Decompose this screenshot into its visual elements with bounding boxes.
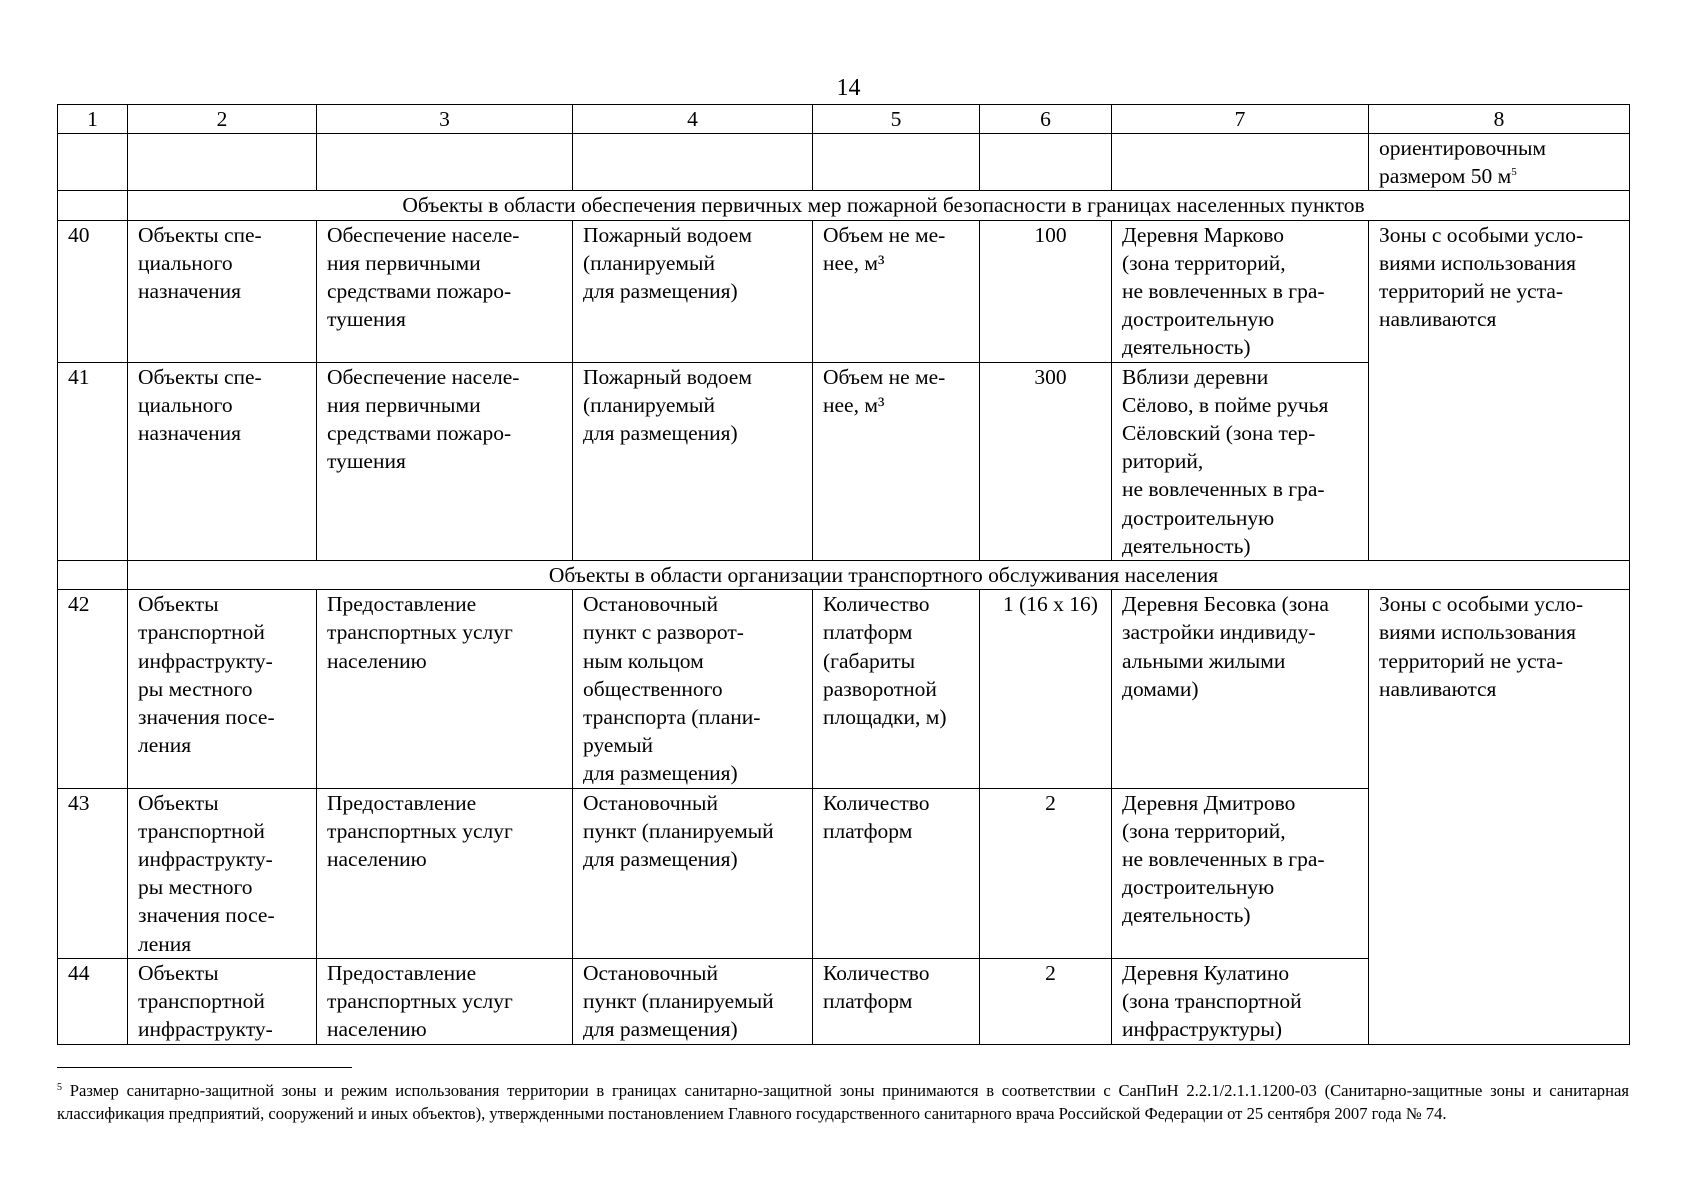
- cell-line: Остановочный: [583, 790, 718, 815]
- cell-line: руемый: [583, 733, 654, 758]
- cell-line: Деревня Дмитрово: [1122, 790, 1296, 815]
- table-row: [58, 220, 1630, 362]
- cell-col5: [813, 220, 980, 362]
- continuation-row: [58, 134, 1630, 191]
- cell-line: средствами пожаро-: [327, 279, 512, 304]
- cell-line: Предоставление: [327, 960, 477, 985]
- table-row: [58, 590, 1630, 788]
- cell-col6: 300: [980, 362, 1112, 560]
- cell-col2: [128, 362, 317, 560]
- cell-line: транспорта (плани-: [583, 705, 761, 730]
- header-cell: 2: [128, 105, 317, 134]
- cell-line: Деревня Марково: [1122, 222, 1284, 247]
- cell-line: населению: [327, 847, 427, 872]
- footnote-divider: [57, 1067, 352, 1068]
- cell-line: площадки, м): [823, 705, 947, 730]
- cell-line: деятельность): [1122, 903, 1251, 928]
- cell-col3: [317, 788, 573, 958]
- header-row: [58, 105, 1630, 134]
- cell-col4: [573, 788, 813, 958]
- cell-line: достроительную: [1122, 505, 1275, 530]
- cell-line: Обеспечение населе-: [327, 222, 520, 247]
- cell-line: не вовлеченных в гра-: [1122, 279, 1325, 304]
- cell-line: Обеспечение населе-: [327, 364, 520, 389]
- cell-line: пункт с разворот-: [583, 620, 744, 645]
- cell-line: нее, м³: [823, 250, 885, 275]
- cell-line: транспортных услуг: [327, 818, 513, 843]
- cell-line: домами): [1122, 676, 1199, 701]
- cell-col8: [1369, 220, 1630, 560]
- row-number: 43: [58, 788, 128, 958]
- cell-line: Предоставление: [327, 790, 477, 815]
- cell-line: транспортной: [138, 620, 265, 645]
- cell-line: (зона территорий,: [1122, 818, 1286, 843]
- cell-line: Количество: [823, 790, 930, 815]
- cell-line: платформ: [823, 989, 913, 1014]
- cell-line: ры местного: [138, 875, 253, 900]
- cell-col6: 100: [980, 220, 1112, 362]
- cell-line: Пожарный водоем: [583, 222, 752, 247]
- cell-line: Зоны с особыми усло-: [1379, 592, 1584, 617]
- cell-col5: [813, 362, 980, 560]
- cell-line: для размещения): [583, 761, 738, 786]
- row-number: 40: [58, 220, 128, 362]
- cell-line: застройки индивиду-: [1122, 620, 1316, 645]
- header-cell: 7: [1112, 105, 1369, 134]
- cell-line: ры местного: [138, 676, 253, 701]
- header-cell: 1: [58, 105, 128, 134]
- cell-col3: [317, 958, 573, 1044]
- cell-line: Остановочный: [583, 592, 718, 617]
- page-number: 14: [836, 75, 861, 101]
- cell-line: разворотной: [823, 676, 937, 701]
- cell-line: Объем не ме-: [823, 364, 946, 389]
- cell-col2: [128, 788, 317, 958]
- cell-col3: [317, 362, 573, 560]
- cell-col7: [1112, 362, 1369, 560]
- cell-line: деятельность): [1122, 533, 1251, 558]
- cell-line: навливаются: [1379, 307, 1497, 332]
- cell-line: населению: [327, 1017, 427, 1042]
- cell-line: для размещения): [583, 421, 738, 446]
- cell-line: не вовлеченных в гра-: [1122, 847, 1325, 872]
- continuation-cell: ориентировочным размером 50 $м^5$: [1369, 134, 1630, 191]
- cell-line: (планируемый: [583, 250, 715, 275]
- row-number: 44: [58, 958, 128, 1044]
- cell-line: пункт (планируемый: [583, 989, 774, 1014]
- cell-line: Сёлово, в пойме ручья: [1122, 392, 1329, 417]
- cell-line: циального: [138, 392, 233, 417]
- header-cell: 8: [1369, 105, 1630, 134]
- cell-col6: 2: [980, 788, 1112, 958]
- cell-line: транспортной: [138, 818, 265, 843]
- cell-line: (планируемый: [583, 392, 715, 417]
- cell-line: назначения: [138, 421, 241, 446]
- cell-line: Предоставление: [327, 592, 477, 617]
- cell-line: Объекты: [138, 790, 219, 815]
- cell-line: для размещения): [583, 279, 738, 304]
- cell-col4: [573, 590, 813, 788]
- cell-line: Объекты спе-: [138, 222, 262, 247]
- cell-col7: [1112, 220, 1369, 362]
- cell-col3: [317, 590, 573, 788]
- cell-col6: 1 (16 х 16): [980, 590, 1112, 788]
- cell-col3: [317, 220, 573, 362]
- cell-line: инфраструкту-: [138, 648, 273, 673]
- header-cell: 6: [980, 105, 1112, 134]
- cell-line: ным кольцом: [583, 648, 704, 673]
- cell-line: Объем не ме-: [823, 222, 946, 247]
- cell-line: навливаются: [1379, 676, 1497, 701]
- cell-col2: [128, 220, 317, 362]
- cell-line: тушения: [327, 449, 406, 474]
- cell-line: альными жилыми: [1122, 648, 1286, 673]
- cell-line: платформ: [823, 620, 913, 645]
- cell-line: (зона территорий,: [1122, 250, 1286, 275]
- cell-line: не вовлеченных в гра-: [1122, 477, 1325, 502]
- cell-line: тушения: [327, 307, 406, 332]
- row-number: 41: [58, 362, 128, 560]
- cell-line: ления: [138, 733, 192, 758]
- cell-col5: [813, 590, 980, 788]
- cell-line: Остановочный: [583, 960, 718, 985]
- cell-line: средствами пожаро-: [327, 421, 512, 446]
- header-cell: 4: [573, 105, 813, 134]
- cell-line: Количество: [823, 592, 930, 617]
- footnote: $^5$ Размер санитарно-защитной зоны и режим использования территории в границах санитарно-защитной зоны принимаются в соответствии с СанПиН 2.2.1/2.1.1.1200-03 (Санитарно-защитные зоны и санитарная классификация предприятий, сооружений и иных объектов), утвержденными постановлением Главного государственного санитарного врача Российской Федерации от 25 сентября 2007 года № 74.: [57, 1081, 1629, 1123]
- header-cell: 3: [317, 105, 573, 134]
- cell-line: (зона транспортной: [1122, 989, 1302, 1014]
- cell-col4: [573, 362, 813, 560]
- cell-col4: [573, 958, 813, 1044]
- cell-line: Пожарный водоем: [583, 364, 752, 389]
- cell-col2: [128, 958, 317, 1044]
- cell-col5: [813, 958, 980, 1044]
- cell-line: транспортных услуг: [327, 620, 513, 645]
- cell-line: общественного: [583, 676, 723, 701]
- cell-line: для размещения): [583, 1017, 738, 1042]
- cell-col8: [1369, 590, 1630, 1044]
- cell-line: Зоны с особыми усло-: [1379, 222, 1584, 247]
- cell-line: инфраструкту-: [138, 1017, 273, 1042]
- cell-line: Количество: [823, 960, 930, 985]
- cell-line: ния первичными: [327, 250, 481, 275]
- cell-line: циального: [138, 250, 233, 275]
- cell-line: виями использования: [1379, 250, 1577, 275]
- cell-line: Вблизи деревни: [1122, 364, 1269, 389]
- cell-line: значения посе-: [138, 705, 275, 730]
- cell-line: территорий не уста-: [1379, 279, 1564, 304]
- cell-line: Объекты: [138, 592, 219, 617]
- cell-line: транспортной: [138, 989, 265, 1014]
- section-row: [58, 191, 1630, 220]
- cell-col2: [128, 590, 317, 788]
- cell-line: значения посе-: [138, 903, 275, 928]
- row-number: 42: [58, 590, 128, 788]
- cell-line: Деревня Кулатино: [1122, 960, 1290, 985]
- cell-line: достроительную: [1122, 307, 1275, 332]
- cell-line: территорий не уста-: [1379, 648, 1564, 673]
- cell-line: виями использования: [1379, 620, 1577, 645]
- cell-line: транспортных услуг: [327, 989, 513, 1014]
- cell-line: Объекты: [138, 960, 219, 985]
- cell-line: для размещения): [583, 847, 738, 872]
- cell-col7: [1112, 788, 1369, 958]
- cell-line: инфраструкту-: [138, 847, 273, 872]
- cell-line: пункт (планируемый: [583, 818, 774, 843]
- cell-line: инфраструктуры): [1122, 1017, 1283, 1042]
- cell-line: населению: [327, 648, 427, 673]
- header-cell: 5: [813, 105, 980, 134]
- cell-col7: [1112, 958, 1369, 1044]
- section-title: Объекты в области обеспечения первичных мер пожарной безопасности в границах населенных пунктов: [128, 191, 1630, 220]
- cell-line: деятельность): [1122, 335, 1251, 360]
- cell-line: (габариты: [823, 648, 916, 673]
- cell-col7: [1112, 590, 1369, 788]
- cell-col6: 2: [980, 958, 1112, 1044]
- cell-line: Сёловский (зона тер-: [1122, 421, 1316, 446]
- cell-line: ления: [138, 931, 192, 956]
- cell-line: риторий,: [1122, 449, 1204, 474]
- cell-col5: [813, 788, 980, 958]
- section-title: Объекты в области организации транспортного обслуживания населения: [128, 561, 1630, 590]
- objects-table: [57, 104, 1630, 1045]
- cell-line: Объекты спе-: [138, 364, 262, 389]
- cell-line: платформ: [823, 818, 913, 843]
- section-row: [58, 561, 1630, 590]
- cell-line: Деревня Бесовка (зона: [1122, 592, 1329, 617]
- cell-line: ния первичными: [327, 392, 481, 417]
- cell-line: нее, м³: [823, 392, 885, 417]
- cell-col4: [573, 220, 813, 362]
- cell-line: назначения: [138, 279, 241, 304]
- cell-line: достроительную: [1122, 875, 1275, 900]
